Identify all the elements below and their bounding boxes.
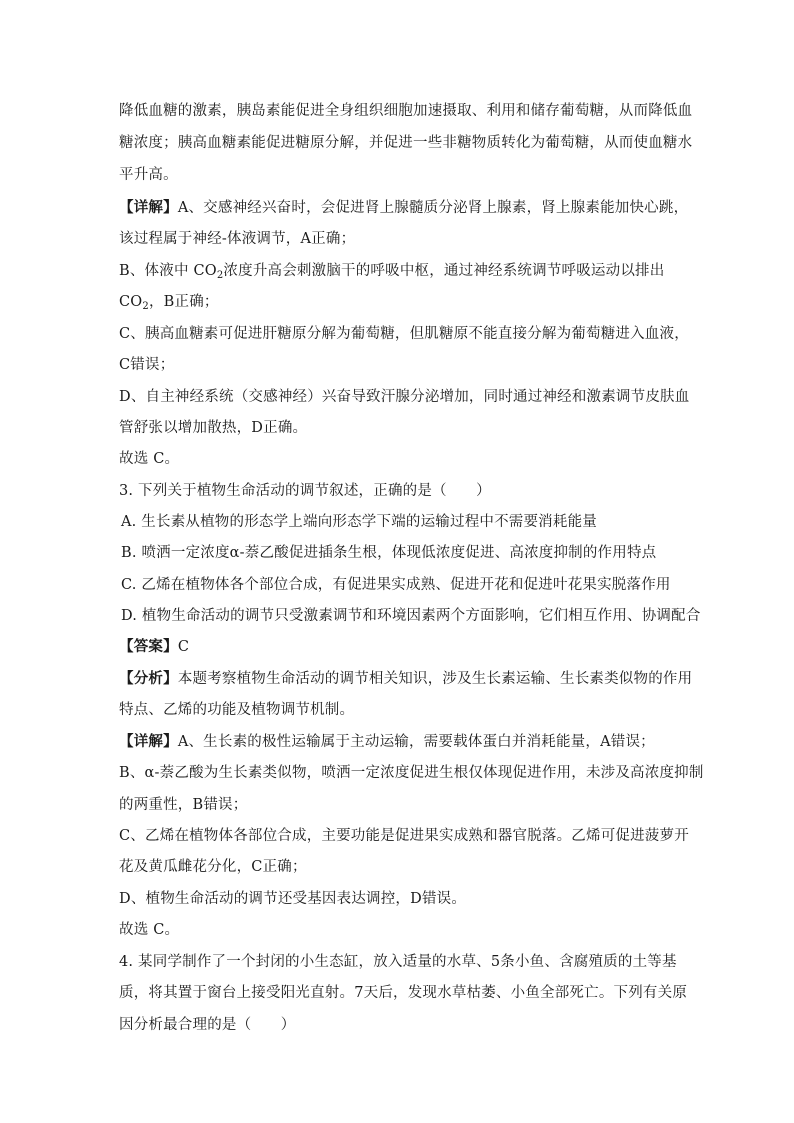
q2-detail-a-line-1: 【详解】A、交感神经兴奋时，会促进肾上腺髓质分泌肾上腺素，肾上腺素能加快心跳， bbox=[119, 200, 689, 216]
q4-stem-line-1: 4. 某同学制作了一个封闭的小生态缸，放入适量的水草、5条小鱼、含腐殖质的土等基 bbox=[119, 954, 677, 970]
q2-conclusion: 故选 C。 bbox=[119, 451, 180, 467]
intro-line-1: 降低血糖的激素，胰岛素能促进全身组织细胞加速摄取、利用和储存葡萄糖，从而降低血 bbox=[119, 103, 693, 119]
q2-detail-label: 【详解】 bbox=[119, 200, 178, 216]
q2-detail-c-line-2: C错误； bbox=[119, 357, 175, 373]
q4-stem-line-3: 因分析最合理的是（ ） bbox=[119, 1017, 296, 1033]
q3-analysis-line-1: 【分析】本题考察植物生命活动的调节相关知识，涉及生长素运输、生长素类似物的作用 bbox=[119, 671, 693, 687]
q3-option-b: B. 喷洒一定浓度α-萘乙酸促进插条生根，体现低浓度促进、高浓度抑制的作用特点 bbox=[121, 545, 657, 561]
intro-line-3: 平升高。 bbox=[119, 167, 178, 183]
q3-detail-label: 【详解】 bbox=[119, 734, 178, 750]
q3-detail-a: 【详解】A、生长素的极性运输属于主动运输，需要载体蛋白并消耗能量，A错误； bbox=[119, 734, 655, 750]
q3-detail-d: D、植物生命活动的调节还受基因表达调控，D错误。 bbox=[119, 891, 467, 907]
q2-detail-d-line-2: 管舒张以增加散热，D正确。 bbox=[119, 420, 308, 436]
q2-detail-b-line-2: $CO_2$，B正确； bbox=[119, 294, 219, 312]
q2-detail-c-line-1: C、胰高血糖素可促进肝糖原分解为葡萄糖，但肌糖原不能直接分解为葡萄糖进入血液， bbox=[119, 326, 689, 342]
q3-detail-b-line-2: 的两重性，B错误； bbox=[119, 797, 248, 813]
q3-option-a: A. 生长素从植物的形态学上端向形态学下端的运输过程中不需要消耗能量 bbox=[121, 514, 597, 530]
q3-stem: 3. 下列关于植物生命活动的调节叙述，正确的是（ ） bbox=[119, 483, 491, 499]
q3-option-c: C. 乙烯在植物体各个部位合成，有促进果实成熟、促进开花和促进叶花果实脱落作用 bbox=[121, 577, 671, 593]
q3-answer-label: 【答案】 bbox=[119, 639, 178, 655]
q3-analysis-line-2: 特点、乙烯的功能及植物调节机制。 bbox=[119, 702, 355, 718]
q3-answer bbox=[119, 637, 189, 657]
q3-detail-b-line-1: B、α-萘乙酸为生长素类似物，喷洒一定浓度促进生根仅体现促进作用，未涉及高浓度抑制 bbox=[119, 765, 704, 781]
q2-detail-a-line-2: 该过程属于神经-体液调节，A正确； bbox=[119, 231, 356, 247]
q3-conclusion: 故选 C。 bbox=[119, 922, 180, 938]
q2-detail-b-line-1: B、体液中 $CO_2$浓度升高会刺激脑干的呼吸中枢，通过神经系统调节呼吸运动以排出 bbox=[119, 263, 665, 281]
q3-answer-value: C bbox=[177, 639, 190, 655]
q2-detail-d-line-1: D、自主神经系统（交感神经）兴奋导致汗腺分泌增加，同时通过神经和激素调节皮肤血 bbox=[119, 389, 690, 405]
q3-option-d: D. 植物生命活动的调节只受激素调节和环境因素两个方面影响，它们相互作用、协调配合 bbox=[121, 608, 701, 624]
q3-detail-c-line-2: 花及黄瓜雌花分化，C正确； bbox=[119, 859, 307, 875]
q3-analysis-label: 【分析】 bbox=[119, 671, 178, 687]
q4-stem-line-2: 质，将其置于窗台上接受阳光直射。7天后，发现水草枯萎、小鱼全部死亡。下列有关原 bbox=[119, 985, 688, 1001]
intro-line-2: 糖浓度；胰高血糖素能促进糖原分解，并促进一些非糖物质转化为葡萄糖，从而使血糖水 bbox=[119, 135, 693, 151]
q3-detail-c-line-1: C、乙烯在植物体各部位合成，主要功能是促进果实成熟和器官脱落。乙烯可促进菠萝开 bbox=[119, 828, 689, 844]
